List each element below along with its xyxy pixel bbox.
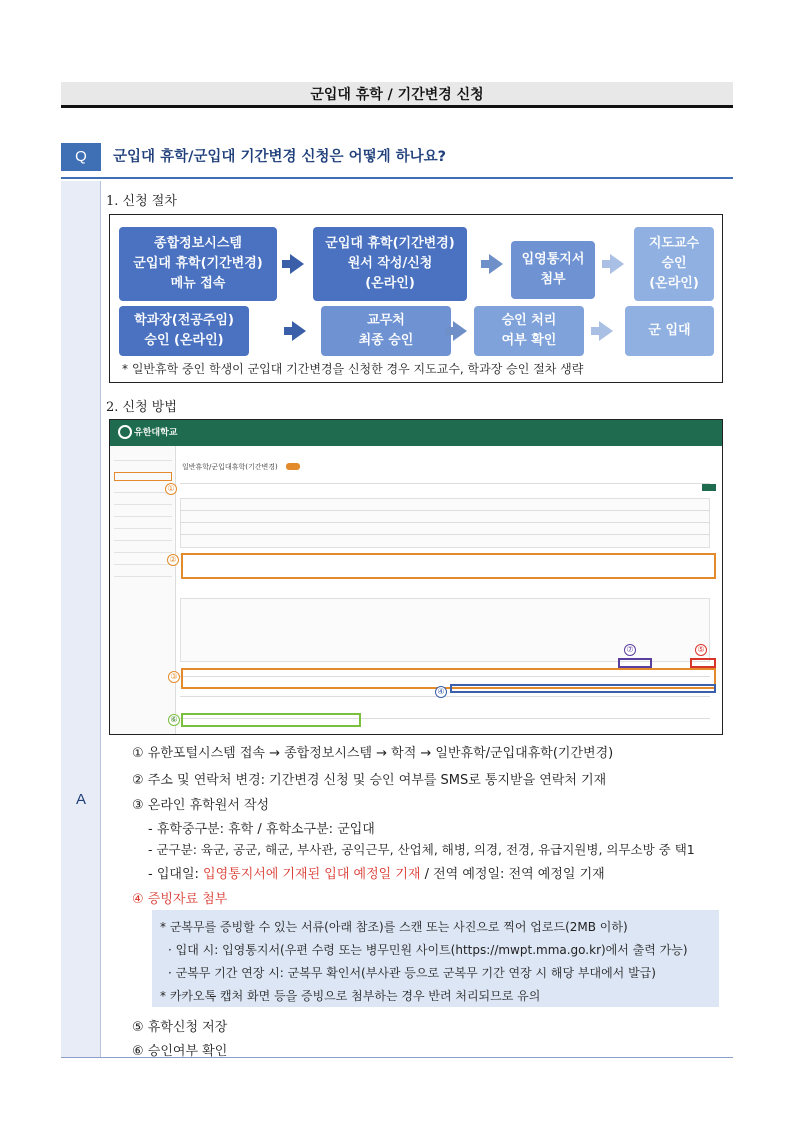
flow-step-4-line1: 지도교수 <box>648 236 700 251</box>
flow-step-7-line1: 승인 처리 <box>501 313 557 328</box>
flow-step-7 <box>474 306 584 356</box>
page-title: 군입대 휴학 / 기간변경 신청 <box>61 82 733 108</box>
note-line-2: · 입대 시: 입영통지서(우편 수령 또는 병무민원 사이트(https://mwpt.mma.go.kr)에서 출력 가능) <box>168 943 688 957</box>
step-4: ④ 증빙자료 첨부 <box>132 892 228 907</box>
flow-step-5-line2: 승인 (온라인) <box>144 333 224 348</box>
university-logo-text: 유한대학교 <box>134 428 178 438</box>
answer-column <box>61 181 101 1058</box>
step-6: ⑥ 승인여부 확인 <box>132 1044 228 1059</box>
flow-arrow-icon <box>290 254 304 274</box>
note-line-4: * 카카오톡 캡처 화면 등을 증빙으로 첨부하는 경우 반려 처리되므로 유의 <box>160 989 541 1003</box>
flow-step-2 <box>313 227 467 301</box>
save-button-highlight <box>690 658 716 668</box>
university-logo-icon <box>118 425 132 439</box>
flow-step-1-line1: 종합정보시스템 <box>154 236 242 251</box>
step-3-sub-3 <box>148 863 605 882</box>
date-line-suffix: / 전역 예정일: 전역 예정일 기재 <box>420 867 605 882</box>
answer-badge: A <box>75 791 86 808</box>
flow-arrow-icon <box>610 254 624 274</box>
flow-step-8-line1: 군 입대 <box>648 323 691 338</box>
print-button-highlight <box>618 658 652 668</box>
marker-4: ④ <box>435 686 447 698</box>
flow-step-3-line1: 입영통지서 <box>521 252 585 267</box>
marker-3: ③ <box>168 671 180 683</box>
flow-arrow-icon <box>489 254 503 274</box>
question-badge: Q <box>61 143 101 171</box>
attachment-highlight <box>450 684 716 693</box>
date-line-highlight: 입영통지서에 기재된 입대 예정일 기재 <box>203 867 421 882</box>
flow-step-1-line3: 메뉴 접속 <box>170 276 226 291</box>
note-line-1: * 군복무를 증빙할 수 있는 서류(아래 참조)를 스캔 또는 사진으로 찍어 업로드(2MB 이하) <box>160 920 628 934</box>
flow-step-3-line2: 첨부 <box>540 272 566 287</box>
step-1: ① 유한포털시스템 접속 → 종합정보시스템 → 학적 → 일반휴학/군입대휴학(기간변경) <box>132 746 614 761</box>
question-text: 군입대 휴학/군입대 기간변경 신청은 어떻게 하나요? <box>113 149 447 165</box>
question-row <box>61 143 733 171</box>
flow-step-5 <box>119 306 249 356</box>
portal-header <box>110 420 722 446</box>
flow-step-6-line2: 최종 승인 <box>358 333 414 348</box>
marker-7: ⑦ <box>624 644 636 656</box>
address-contact-highlight <box>181 553 716 579</box>
portal-page-title: 일반휴학/군입대휴학(기간변경) <box>182 463 278 471</box>
flow-step-3 <box>511 241 595 299</box>
step-3-sub-1: - 휴학중구분: 휴학 / 휴학소구분: 군입대 <box>148 822 375 837</box>
flow-step-7-line2: 여부 확인 <box>501 333 557 348</box>
flow-step-4-line3: (온라인) <box>649 276 699 291</box>
flow-step-1 <box>119 227 277 301</box>
section2-heading: 2. 신청 방법 <box>106 400 177 415</box>
flow-arrow-icon <box>292 321 306 341</box>
flow-step-4 <box>634 227 714 301</box>
flow-step-2-line3: (온라인) <box>365 276 415 291</box>
question-divider <box>61 177 733 179</box>
flow-step-2-line2: 원서 작성/신청 <box>347 256 433 271</box>
step-5: ⑤ 휴학신청 저장 <box>132 1020 228 1035</box>
marker-2: ② <box>167 554 179 566</box>
flow-arrow-icon <box>599 321 613 341</box>
marker-1: ① <box>165 483 177 495</box>
flow-step-2-line1: 군입대 휴학(기간변경) <box>325 236 455 251</box>
evidence-note-box <box>152 910 719 1007</box>
flow-step-6-line1: 교무처 <box>367 313 405 328</box>
approval-status-highlight <box>181 713 361 727</box>
marker-6: ⑥ <box>168 714 180 726</box>
note-line-3: · 군복무 기간 연장 시: 군복무 확인서(부사관 등으로 군복무 기간 연장 시 해당 부대에서 발급) <box>168 966 656 980</box>
procedure-flow <box>109 214 723 383</box>
flow-step-4-line2: 승인 <box>661 256 687 271</box>
step-3: ③ 온라인 휴학원서 작성 <box>132 798 270 813</box>
step-2: ② 주소 및 연락처 변경: 기간변경 신청 및 승인 여부를 SMS로 통지받을 연락처 기재 <box>132 773 607 788</box>
step-3-sub-2: - 군구분: 육군, 공군, 해군, 부사관, 공익근무, 산업체, 해병, 의경, 전경, 유급지원병, 의무소방 중 택1 <box>148 842 695 857</box>
flow-step-5-line1: 학과장(전공주임) <box>134 313 234 328</box>
portal-screenshot <box>109 419 723 735</box>
flow-step-8 <box>625 306 714 356</box>
flow-note: * 일반휴학 중인 학생이 군입대 기간변경을 신청한 경우 지도교수, 학과장 승인 절차 생략 <box>122 362 584 376</box>
date-line-prefix: - 입대일: <box>148 867 204 882</box>
flow-step-1-line2: 군입대 휴학(기간변경) <box>133 256 263 271</box>
section1-heading: 1. 신청 절차 <box>106 194 177 209</box>
marker-5: ⑤ <box>695 644 707 656</box>
flow-step-6 <box>321 306 451 356</box>
flow-arrow-icon <box>453 321 467 341</box>
